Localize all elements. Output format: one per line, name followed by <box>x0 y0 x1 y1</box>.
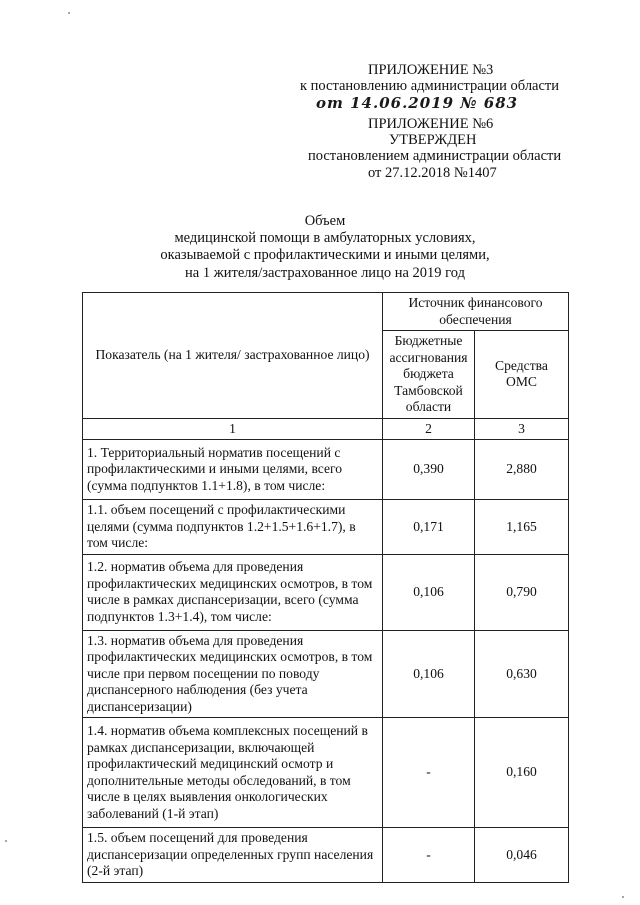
row-oms-value: 0,046 <box>475 828 569 883</box>
column-number-1: 1 <box>83 418 383 440</box>
row-oms-value: 0,630 <box>475 630 569 718</box>
title-line-2: медицинской помощи в амбулаторных условиях, <box>174 230 476 246</box>
row-label: 1.3. норматив объема для проведения профилактических медицинских осмотров, в том числе при первом посещении по поводу диспансерного наблюдения (без учета диспансеризации) <box>83 630 383 718</box>
table-row <box>83 554 569 630</box>
header-financing-source: Источник финансового обеспечения <box>383 293 569 331</box>
header-budget: Бюджетные ассигнования бюджета Тамбовской области <box>383 331 475 419</box>
column-number-3: 3 <box>475 418 569 440</box>
header-indicator: Показатель (на 1 жителя/ застрахованное лицо) <box>83 293 383 419</box>
scan-speck <box>5 840 7 842</box>
row-label: 1.5. объем посещений для проведения диспансеризации определенных групп населения (2-й этап) <box>83 828 383 883</box>
row-oms-value: 0,790 <box>475 554 569 630</box>
row-budget-value: 0,106 <box>383 554 475 630</box>
table-row <box>83 718 569 828</box>
row-budget-value: 0,390 <box>383 440 475 500</box>
appendix-6-heading: ПРИЛОЖЕНИЕ №6 <box>368 116 494 132</box>
row-budget-value: - <box>383 828 475 883</box>
header-oms: Средства ОМС <box>475 331 569 419</box>
table-row <box>83 828 569 883</box>
volume-table <box>82 292 569 883</box>
row-budget-value: - <box>383 718 475 828</box>
table-row <box>83 500 569 555</box>
title-line-1: Объем <box>304 213 346 229</box>
row-oms-value: 2,880 <box>475 440 569 500</box>
title-line-3: оказываемой с профилактическими и иными целями, <box>160 247 490 263</box>
row-budget-value: 0,171 <box>383 500 475 555</box>
scan-speck <box>68 12 70 14</box>
to-resolution-line: к постановлению администрации области <box>300 78 560 94</box>
row-oms-value: 1,165 <box>475 500 569 555</box>
row-label: 1.4. норматив объема комплексных посещений в рамках диспансеризации, включающей профилактический медицинский осмотр и дополнительные методы обследований, в том числе в целях выявления онкологических заболеваний (1-й этап) <box>83 718 383 828</box>
title-line-4: на 1 жителя/застрахованное лицо на 2019 год <box>185 265 465 281</box>
row-oms-value: 0,160 <box>475 718 569 828</box>
appendix-3-heading: ПРИЛОЖЕНИЕ №3 <box>368 62 494 78</box>
row-budget-value: 0,106 <box>383 630 475 718</box>
table-row <box>83 440 569 500</box>
by-resolution-line: постановлением администрации области <box>308 148 562 164</box>
handwritten-date-number: от 14.06.2019 № 683 <box>316 94 519 112</box>
approved-label: УТВЕРЖДЕН <box>389 132 477 148</box>
row-label: 1.1. объем посещений с профилактическими целями (сумма подпунктов 1.2+1.5+1.6+1.7), в том числе: <box>83 500 383 555</box>
table-row <box>83 630 569 718</box>
scan-speck <box>622 896 624 898</box>
resolution-date: от 27.12.2018 №1407 <box>368 165 497 181</box>
column-number-2: 2 <box>383 418 475 440</box>
row-label: 1.2. норматив объема для проведения профилактических медицинских осмотров, в том числе в рамках диспансеризации, всего (сумма подпунктов 1.3+1.4), том числе: <box>83 554 383 630</box>
row-label: 1. Территориальный норматив посещений с профилактическими и иными целями, всего (сумма подпунктов 1.1+1.8), в том числе: <box>83 440 383 500</box>
